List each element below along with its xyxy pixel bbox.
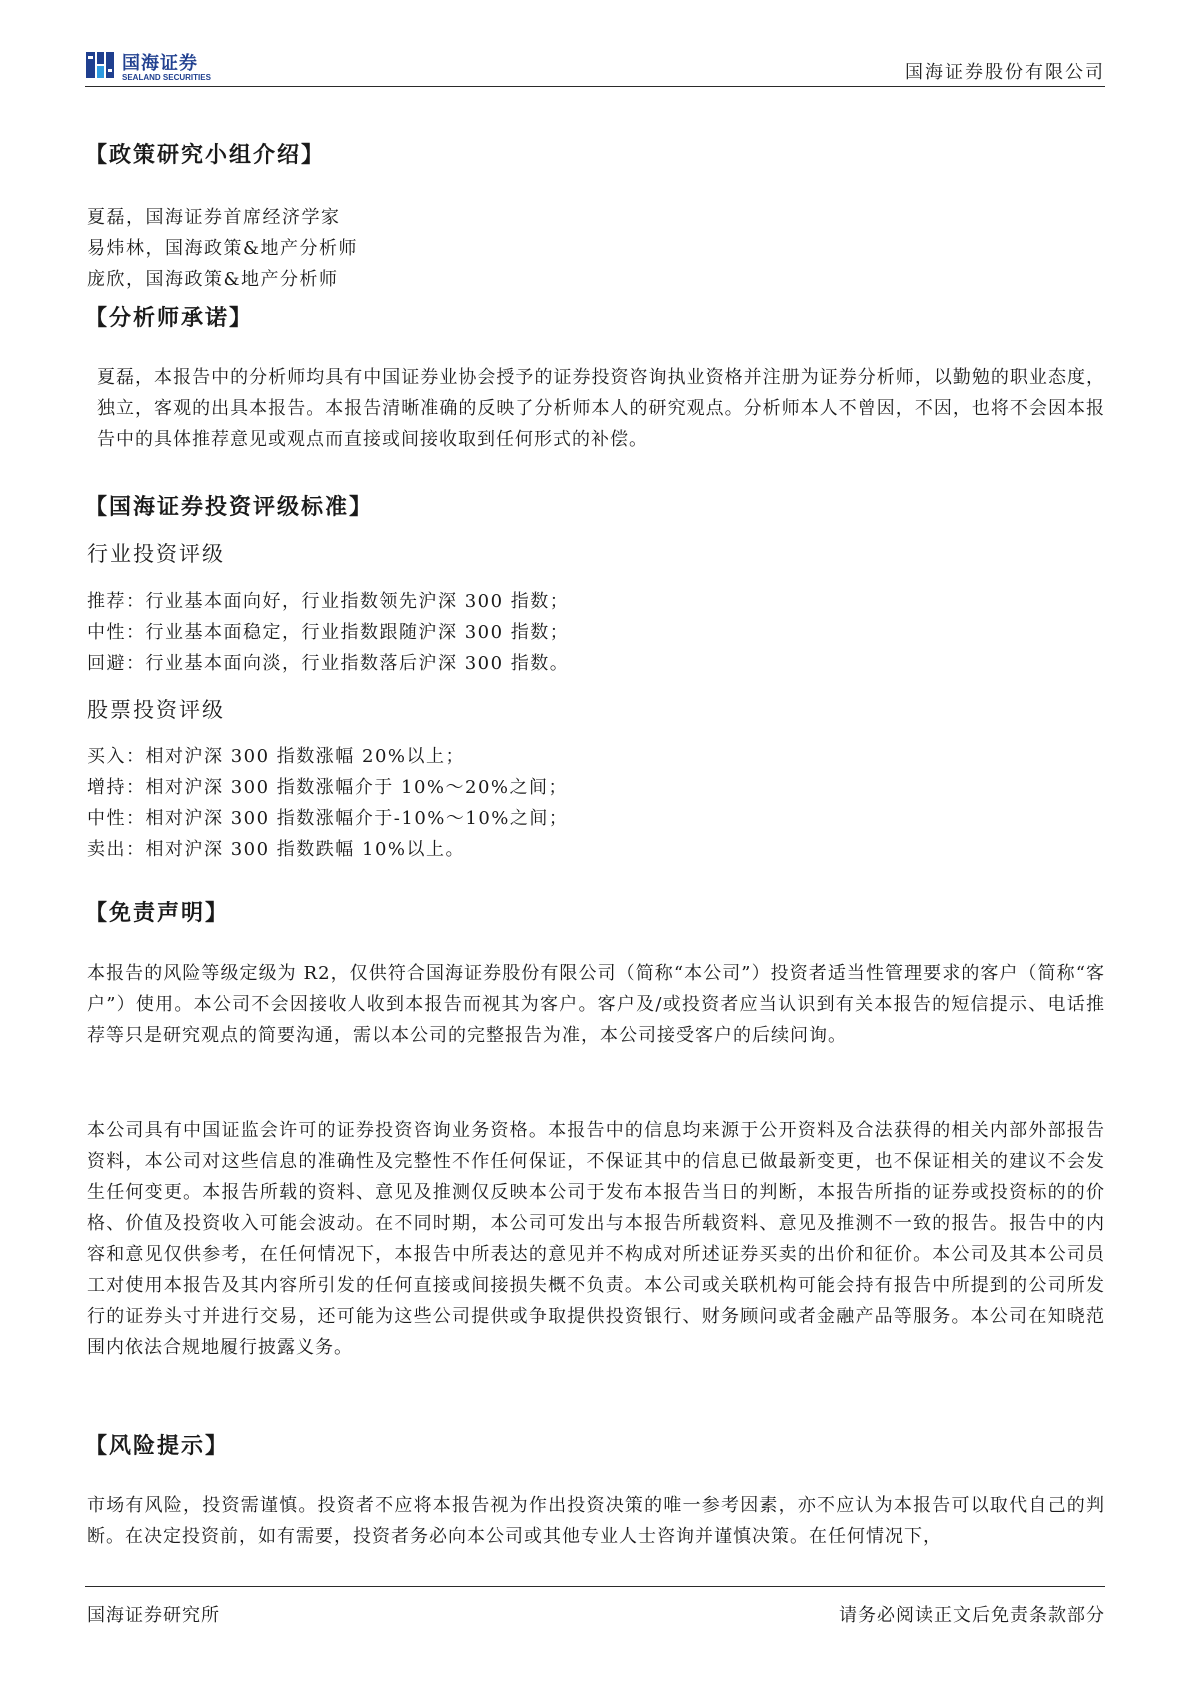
rating-section-title: 【国海证券投资评级标准】 [85, 494, 374, 520]
header-divider [85, 86, 1105, 87]
logo-english-name: SEALAND SECURITIES [122, 73, 211, 82]
company-name: 国海证券股份有限公司 [905, 62, 1105, 83]
footer-divider [85, 1586, 1105, 1587]
team-section-title: 【政策研究小组介绍】 [85, 142, 326, 168]
stock-rating-item: 卖出：相对沪深 300 指数跌幅 10%以上。 [87, 839, 466, 860]
industry-rating-item: 推荐：行业基本面向好，行业指数领先沪深 300 指数； [87, 591, 570, 612]
team-member: 庞欣，国海政策&地产分析师 [87, 269, 339, 290]
stock-rating-item: 中性：相对沪深 300 指数涨幅介于-10%～10%之间； [87, 808, 569, 829]
team-member: 易炜林，国海政策&地产分析师 [87, 238, 359, 259]
commitment-section-title: 【分析师承诺】 [85, 305, 254, 331]
stock-rating-title: 股票投资评级 [87, 698, 225, 722]
footer-institute: 国海证券研究所 [87, 1605, 220, 1626]
team-member: 夏磊，国海证券首席经济学家 [87, 207, 341, 228]
company-logo [85, 48, 225, 86]
disclaimer-paragraph: 本报告的风险等级定级为 R2，仅供符合国海证券股份有限公司（简称“本公司”）投资者适当性管理要求的客户（简称“客户”）使用。本公司不会因接收人收到本报告而视其为客户。客户及/或投资者应当认识到有关本报告的短信提示、电话推荐等只是研究观点的简要沟通，需以本公司的完整报告为准，本公司接受客户的后续问询。 [87, 963, 1105, 1046]
stock-rating-item: 增持：相对沪深 300 指数涨幅介于 10%～20%之间； [87, 777, 569, 798]
industry-rating-item: 中性：行业基本面稳定，行业指数跟随沪深 300 指数； [87, 622, 570, 643]
logo-chinese-name: 国海证券 [122, 53, 198, 74]
risk-section-title: 【风险提示】 [85, 1433, 230, 1459]
page-header [85, 48, 1105, 88]
sealand-logo-icon [85, 50, 115, 80]
industry-rating-item: 回避：行业基本面向淡，行业指数落后沪深 300 指数。 [87, 653, 570, 674]
disclaimer-section-title: 【免责声明】 [85, 900, 230, 926]
disclaimer-paragraph: 本公司具有中国证监会许可的证券投资咨询业务资格。本报告中的信息均来源于公开资料及合法获得的相关内部外部报告资料，本公司对这些信息的准确性及完整性不作任何保证，不保证其中的信息已做最新变更，也不保证相关的建议不会发生任何变更。本报告所载的资料、意见及推测仅反映本公司于发布本报告当日的判断，本报告所指的证券或投资标的的价格、价值及投资收入可能会波动。在不同时期，本公司可发出与本报告所载资料、意见及推测不一致的报告。报告中的内容和意见仅供参考，在任何情况下，本报告中所表达的意见并不构成对所述证券买卖的出价和征价。本公司及其本公司员工对使用本报告及其内容所引发的任何直接或间接损失概不负责。本公司或关联机构可能会持有报告中所提到的公司所发行的证券头寸并进行交易，还可能为这些公司提供或争取提供投资银行、财务顾问或者金融产品等服务。本公司在知晓范围内依法合规地履行披露义务。 [87, 1120, 1105, 1358]
footer-notice: 请务必阅读正文后免责条款部分 [839, 1605, 1105, 1626]
industry-rating-title: 行业投资评级 [87, 542, 225, 566]
risk-paragraph: 市场有风险，投资需谨慎。投资者不应将本报告视为作出投资决策的唯一参考因素，亦不应认为本报告可以取代自己的判断。在决定投资前，如有需要，投资者务必向本公司或其他专业人士咨询并谨慎决策。在任何情况下， [87, 1495, 1105, 1547]
stock-rating-item: 买入：相对沪深 300 指数涨幅 20%以上； [87, 746, 466, 767]
commitment-paragraph: 夏磊，本报告中的分析师均具有中国证券业协会授予的证券投资咨询执业资格并注册为证券分析师，以勤勉的职业态度，独立，客观的出具本报告。本报告清晰准确的反映了分析师本人的研究观点。分析师本人不曾因，不因，也将不会因本报告中的具体推荐意见或观点而直接或间接收取到任何形式的补偿。 [97, 367, 1105, 450]
